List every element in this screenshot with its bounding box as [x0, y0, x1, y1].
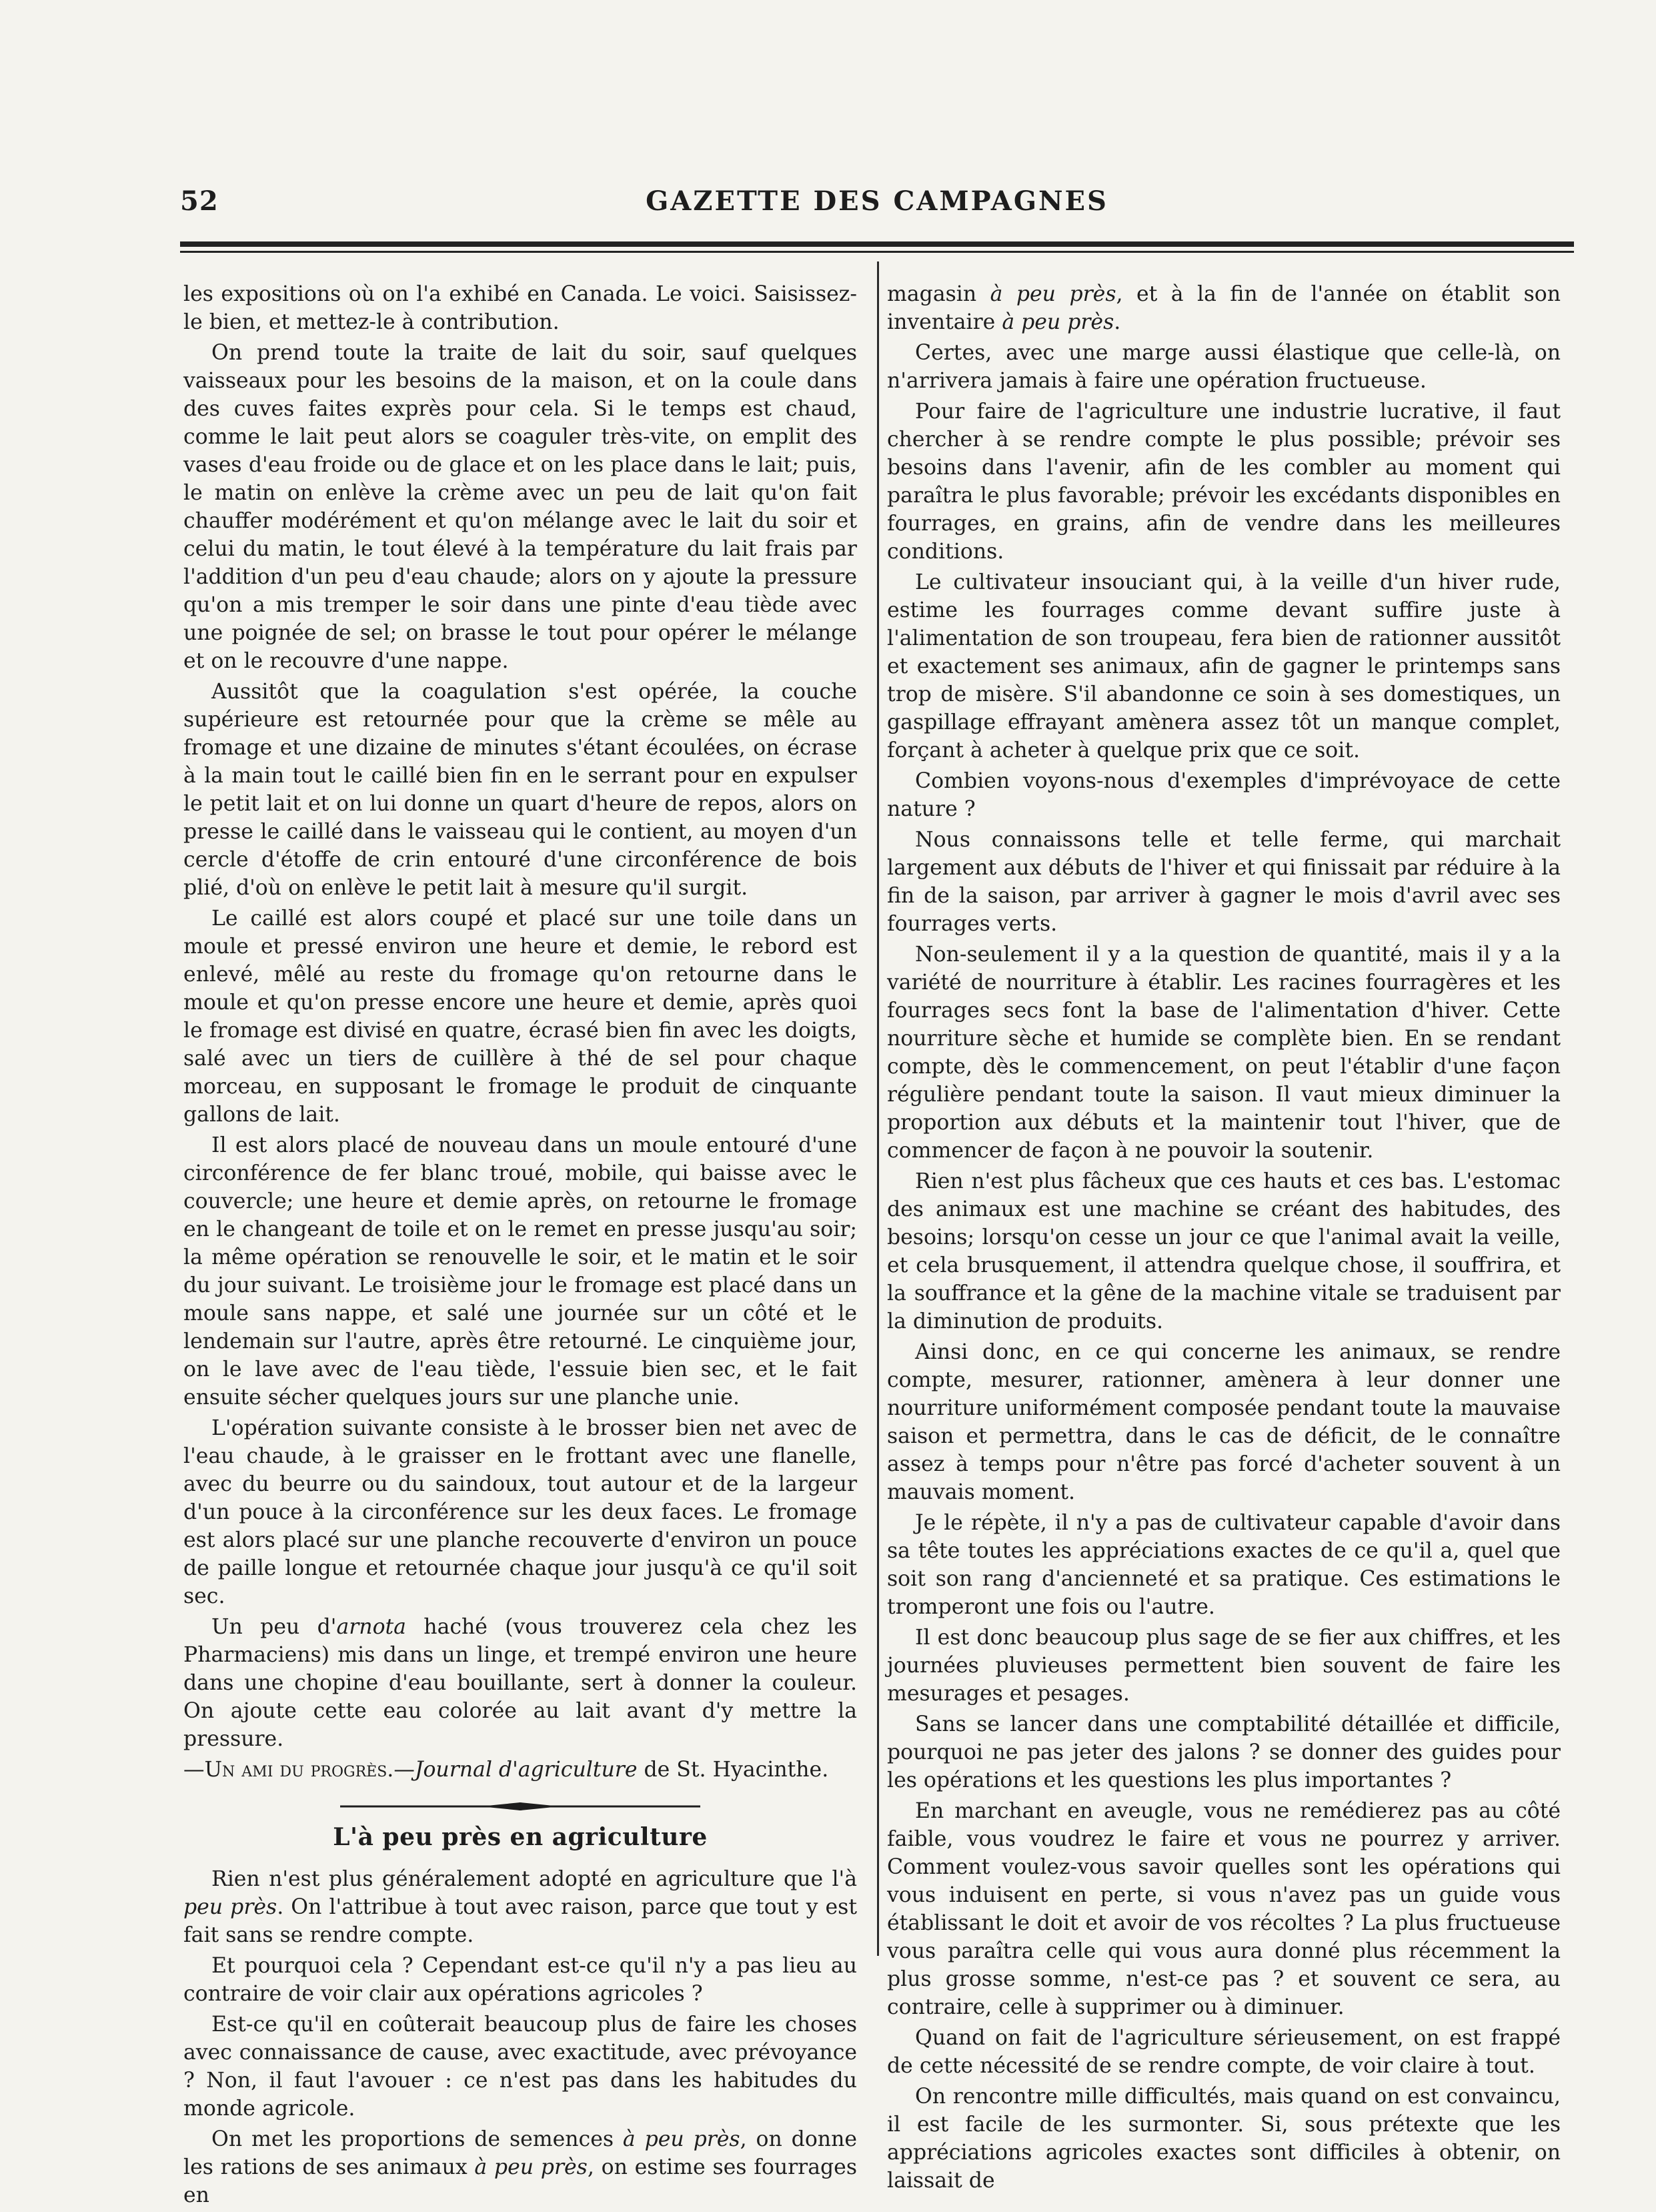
paragraph: Pour faire de l'agriculture une industrie lucrative, il faut chercher à se rendre compte le plus possible; prévoir ses besoins dans l'avenir, afin de les combler au moment qui paraîtra le plus favorable; prévoir les excédants disponibles en fourrages, en grains, afin de vendre dans les meilleures conditions.: [887, 400, 1561, 564]
column-divider: [877, 261, 879, 1956]
signature-place: de St. Hyacinthe.: [637, 1758, 829, 1782]
paragraph: [183, 2125, 857, 2209]
left-column: [183, 280, 857, 2212]
signature-author: Un ami du progrès.: [204, 1758, 394, 1782]
header-rule-thick: [180, 241, 1574, 247]
paragraph: Et pourquoi cela ? Cependant est-ce qu'il n'y a pas lieu au contraire de voir clair aux opérations agricoles ?: [183, 1954, 857, 2006]
italic-word: à peu près: [990, 282, 1116, 306]
section-title: L'à peu près en agriculture: [333, 1823, 708, 1851]
paragraph: Nous connaissons telle et telle ferme, qui marchait largement aux débuts de l'hiver et qui finissait par réduire à la fin de la saison, par arriver à gagner le mois d'avril avec ses fourrages verts.: [887, 828, 1561, 936]
text-run: . On l'attribue à tout avec raison, parce que tout y est fait sans se rendre compte.: [183, 1895, 857, 1947]
text-run: , on estime ses fourrages en: [183, 2155, 857, 2207]
paragraph: Ainsi donc, en ce qui concerne les animaux, se rendre compte, mesurer, rationner, amènera à leur donner une nourriture uniformément composée pendant toute la mauvaise saison et permettra, dans le cas de déficit, de le connaître assez à temps pour n'être pas forcé d'acheter souvent à un mauvais moment.: [887, 1340, 1561, 1504]
paragraph: En marchant en aveugle, vous ne remédierez pas au côté faible, vous voudrez le faire et vous ne pourrez y arriver. Comment voulez-vous savoir quelles sont les opérations qui vous induisent en perte, si vous n'avez pas un guide vous établissant le doit et avoir de vos récoltes ? La plus fructueuse vous paraîtra celle qui vous aura donné plus récemment la plus grosse somme, n'est-ce pas ? et souvent ce sera, au contraire, celle à supprimer ou à diminuer.: [887, 1799, 1561, 2019]
text-run: haché (vous trouverez cela chez les Pharmaciens) mis dans un linge, et trempé environ une heure dans une chopine d'eau bouillante, sert à donner la couleur. On ajoute cette eau colorée au lait avant d'y mettre la pressure.: [183, 1615, 858, 1751]
signature-journal: Journal d'agriculture: [414, 1758, 638, 1782]
paragraph: Sans se lancer dans une comptabilité détaillée et difficile, pourquoi ne pas jeter des jalons ? se donner des guides pour les opérations et les questions les plus importantes ?: [887, 1712, 1561, 1792]
article-signature: [183, 1756, 857, 1784]
text-run: Un peu d': [211, 1615, 337, 1639]
paragraph: Le caillé est alors coupé et placé sur une toile dans un moule et pressé environ une heure et demie, le rebord est enlevé, mêlé au reste du fromage qu'on retourne dans le moule et qu'on presse encore une heure et demie, après quoi le fromage est divisé en quatre, écrasé bien fin avec les doigts, salé avec un tiers de cuillère à thé de sel pour chaque morceau, en supposant le fromage le produit de cinquante gallons de lait.: [183, 907, 857, 1127]
paragraph: Aussitôt que la coagulation s'est opérée, la couche supérieure est retournée pour que la crème se mêle au fromage et une dizaine de minutes s'étant écoulées, on écrase à la main tout le caillé bien fin en le serrant pour en expulser le petit lait et on lui donne un quart d'heure de repos, alors on presse le caillé dans le vaisseau qui le contient, au moyen d'un cercle d'étoffe de crin entouré d'une circonférence de bois plié, d'où on enlève le petit lait à mesure qu'il surgit.: [183, 680, 857, 900]
paragraph: Certes, avec une marge aussi élastique que celle-là, on n'arrivera jamais à faire une opération fructueuse.: [887, 341, 1561, 393]
dash: —: [393, 1758, 415, 1782]
text-run: , on donne les rations de ses animaux: [183, 2127, 858, 2179]
italic-word: à peu près: [1002, 310, 1114, 334]
paragraph: L'opération suivante consiste à le brosser bien net avec de l'eau chaude, à le graisser en le frottant avec une flanelle, avec du beurre ou du saindoux, tout autour et de la largeur d'un pouce à la circonférence sur les deux faces. Le fromage est alors placé sur une planche recouverte d'environ un pouce de paille longue et retournée chaque jour jusqu'à ce qu'il soit sec.: [183, 1416, 857, 1608]
paragraph: On rencontre mille difficultés, mais quand on est convaincu, il est facile de les surmonter. Si, sous prétexte que les appréciations agricoles exactes sont difficiles à obtenir, on laissait de: [887, 2085, 1561, 2193]
paragraph-arnota: [183, 1613, 857, 1753]
paragraph: Le cultivateur insouciant qui, à la veille d'un hiver rude, estime les fourrages comme devant suffire juste à l'alimentation de son troupeau, fera bien de rationner aussitôt et exactement ses animaux, afin de gagner le printemps sans trop de misère. S'il abandonne ce soin à ses domestiques, un gaspillage effrayant amènera assez tôt un manque complet, forçant à acheter à quelque prix que ce soit.: [887, 570, 1561, 762]
section-ornament: [340, 1801, 700, 1812]
italic-word: peu près: [183, 1895, 277, 1919]
paragraph: Rien n'est plus fâcheux que ces hauts et ces bas. L'estomac des animaux est une machine se créant des habitudes, des besoins; lorsqu'on cesse un jour ce que l'animal avait la veille, et cela brusquement, il attendra quelque chose, il souffrira, et la souffrance et la gêne de la machine vitale se traduisent par la diminution de produits.: [887, 1169, 1561, 1333]
italic-word: à peu près: [622, 2127, 740, 2151]
page-header: [180, 180, 1574, 233]
text-run: On met les proportions de semences: [211, 2127, 623, 2151]
paragraph: Combien voyons-nous d'exemples d'imprévoyace de cette nature ?: [887, 769, 1561, 821]
paragraph: On prend toute la traite de lait du soir, sauf quelques vaisseaux pour les besoins de la maison, et on la coule dans des cuves faites exprès pour cela. Si le temps est chaud, comme le lait peut alors se coaguler très-vite, on emplit des vases d'eau froide ou de glace et on les place dans le lait; puis, le matin on enlève la crème avec un peu de lait qu'on fait chauffer modérément et qu'on mélange avec le lait du soir et celui du matin, le tout élevé à la température du lait frais par l'addition d'un peu d'eau chaude; alors on y ajoute la pressure qu'on a mis tremper le soir dans une pinte d'eau tiède avec une poignée de sel; on brasse le tout pour opérer le mélange et on le recouvre d'une nappe.: [183, 341, 857, 673]
running-head: GAZETTE DES CAMPAGNES: [646, 185, 1108, 217]
italic-word: arnota: [336, 1615, 406, 1639]
right-column: [887, 280, 1561, 2197]
paragraph: Non-seulement il y a la question de quantité, mais il y a la variété de nourriture à établir. Les racines fourragères et les fourrages secs font la base de l'alimentation d'hiver. Cette nourriture sèche et humide se complète bien. En se rendant compte, dès le commencement, on peut l'établir d'une façon régulière pendant toute la saison. Il vaut mieux diminuer la proportion aux débuts et la maintenir tout l'hiver, que de commencer de façon à ne pouvoir la soutenir.: [887, 943, 1561, 1163]
text-run: , et à la fin de l'année on établit son inventaire: [887, 282, 1561, 334]
paragraph: Est-ce qu'il en coûterait beaucoup plus de faire les choses avec connaissance de cause, avec exactitude, avec prévoyance ? Non, il faut l'avouer : ce n'est pas dans les habitudes du monde agricole.: [183, 2013, 857, 2121]
text-run: Rien n'est plus généralement adopté en agriculture que l'à: [211, 1867, 857, 1891]
header-rule-thin: [180, 251, 1574, 253]
italic-word: à peu près: [474, 2155, 588, 2179]
paragraph: Je le répète, il n'y a pas de cultivateur capable d'avoir dans sa tête toutes les appréciations exactes de ce qu'il a, quel que soit son rang d'ancienneté et sa pratique. Ces estimations le tromperont une fois ou l'autre.: [887, 1511, 1561, 1619]
paragraph: Quand on fait de l'agriculture sérieusement, on est frappé de cette nécessité de se rendre compte, de voir claire à tout.: [887, 2026, 1561, 2078]
paragraph: les expositions où on l'a exhibé en Canada. Le voici. Saisissez-le bien, et mettez-le à contribution.: [183, 282, 857, 334]
text-run: .: [1114, 310, 1121, 334]
dash: —: [183, 1758, 205, 1782]
paragraph: [183, 1865, 857, 1949]
paragraph: Il est alors placé de nouveau dans un moule entouré d'une circonférence de fer blanc troué, mobile, qui baisse avec le couvercle; une heure et demie après, on retourne le fromage en le changeant de toile et on le remet en presse jusqu'au soir; la même opération se renouvelle le soir, et le matin et le soir du jour suivant. Le troisième jour le fromage est placé dans un moule sans nappe, et salé une journée sur un côté et le lendemain sur l'autre, après être retourné. Le cinquième jour, on le lave avec de l'eau tiède, l'essuie bien sec, et le fait ensuite sécher quelques jours sur une planche unie.: [183, 1133, 857, 1410]
paragraph: Il est donc beaucoup plus sage de se fier aux chiffres, et les journées pluvieuses permettent bien souvent de faire les mesurages et pesages.: [887, 1626, 1561, 1706]
page-number: 52: [180, 185, 219, 217]
paragraph: [887, 280, 1561, 336]
text-run: magasin: [887, 282, 990, 306]
